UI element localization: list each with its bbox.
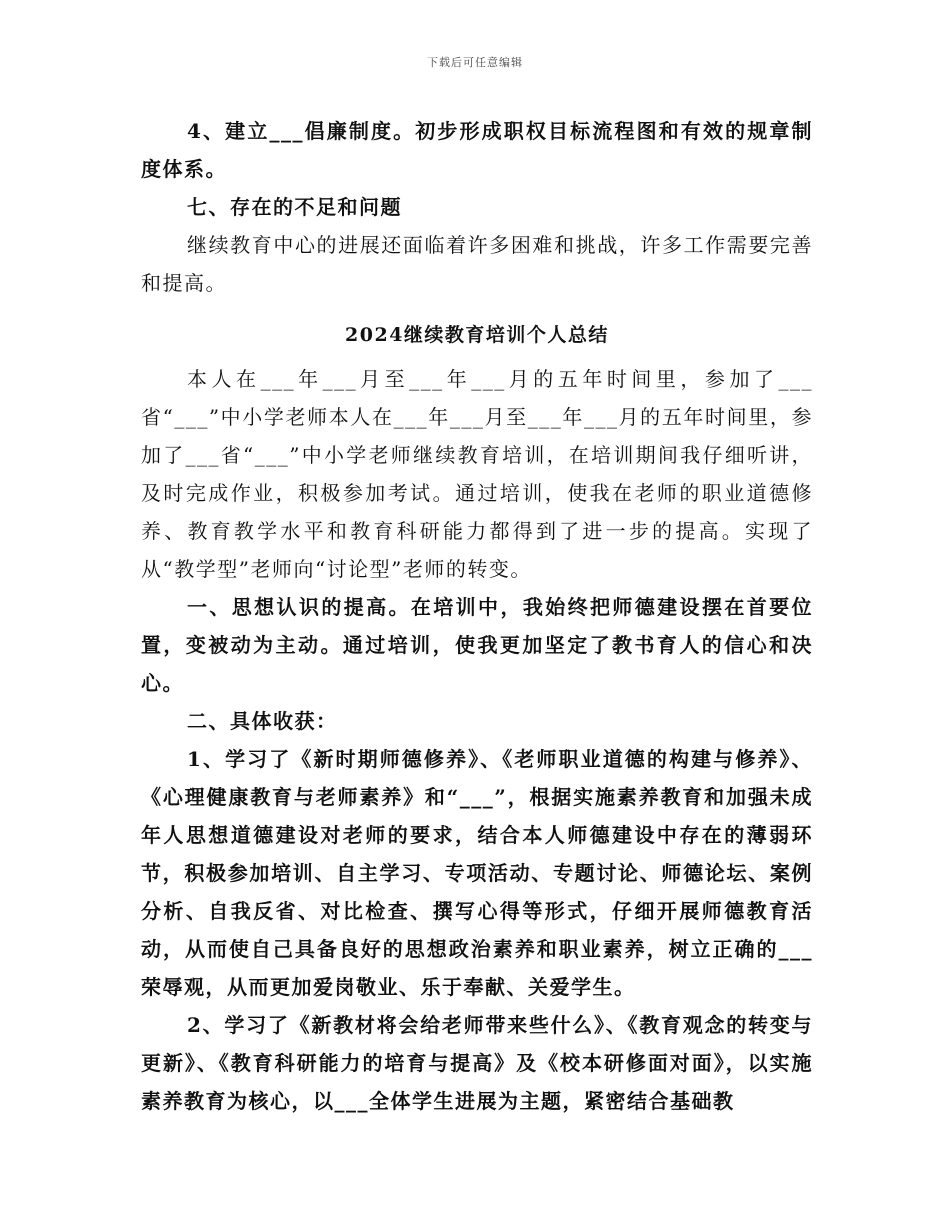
paragraph-ideological-improvement: 一、思想认识的提高。在培训中，我始终把师德建设摆在首要位置，变被动为主动。通过培训，使我更加坚定了教书育人的信心和决心。: [141, 595, 813, 695]
page-header: 下载后可任意编辑: [427, 56, 523, 69]
paragraph-anti-corruption-system: 4、建立___倡廉制度。初步形成职权目标流程图和有效的规章制度体系。: [141, 119, 813, 181]
section-heading-gains: 二、具体收获：: [187, 709, 338, 733]
paragraph-gain-2: 2、学习了《新教材将会给老师带来些什么》、《教育观念的转变与更新》、《教育科研能力的培育与提高》及《校本研修面对面》，以实施素养教育为核心，以___全体学生进展为主题，紧密结合基础教: [141, 1013, 813, 1113]
paragraph-challenges: 继续教育中心的进展还面临着许多困难和挑战，许多工作需要完善和提高。: [141, 233, 813, 295]
document-body: [141, 112, 813, 1120]
paragraph-intro: 本人在___年___月至___年___月的五年时间里，参加了___省“___”中小学老师本人在___年___月至___年___月的五年时间里，参加了___省“___”中小学老师继续教育培训，在培训期间我仔细听讲，及时完成作业，积极参加考试。通过培训，使我在老师的职业道德修养、教育教学水平和教育科研能力都得到了进一步的提高。实现了从“教学型”老师向“讨论型”老师的转变。: [141, 367, 813, 581]
document-title: 2024继续教育培训个人总结: [345, 324, 609, 346]
paragraph-gain-1: 1、学习了《新时期师德修养》、《老师职业道德的构建与修养》、《心理健康教育与老师素养》和“___”，根据实施素养教育和加强未成年人思想道德建设对老师的要求，结合本人师德建设中存在的薄弱环节，积极参加培训、自主学习、专项活动、专题讨论、师德论坛、案例分析、自我反省、对比检查、撰写心得等形式，仔细开展师德教育活动，从而使自己具备良好的思想政治素养和职业素养，树立正确的___荣辱观，从而更加爱岗敬业、乐于奉献、关爱学生。: [141, 747, 813, 999]
section-heading-shortcomings: 七、存在的不足和问题: [187, 195, 402, 219]
